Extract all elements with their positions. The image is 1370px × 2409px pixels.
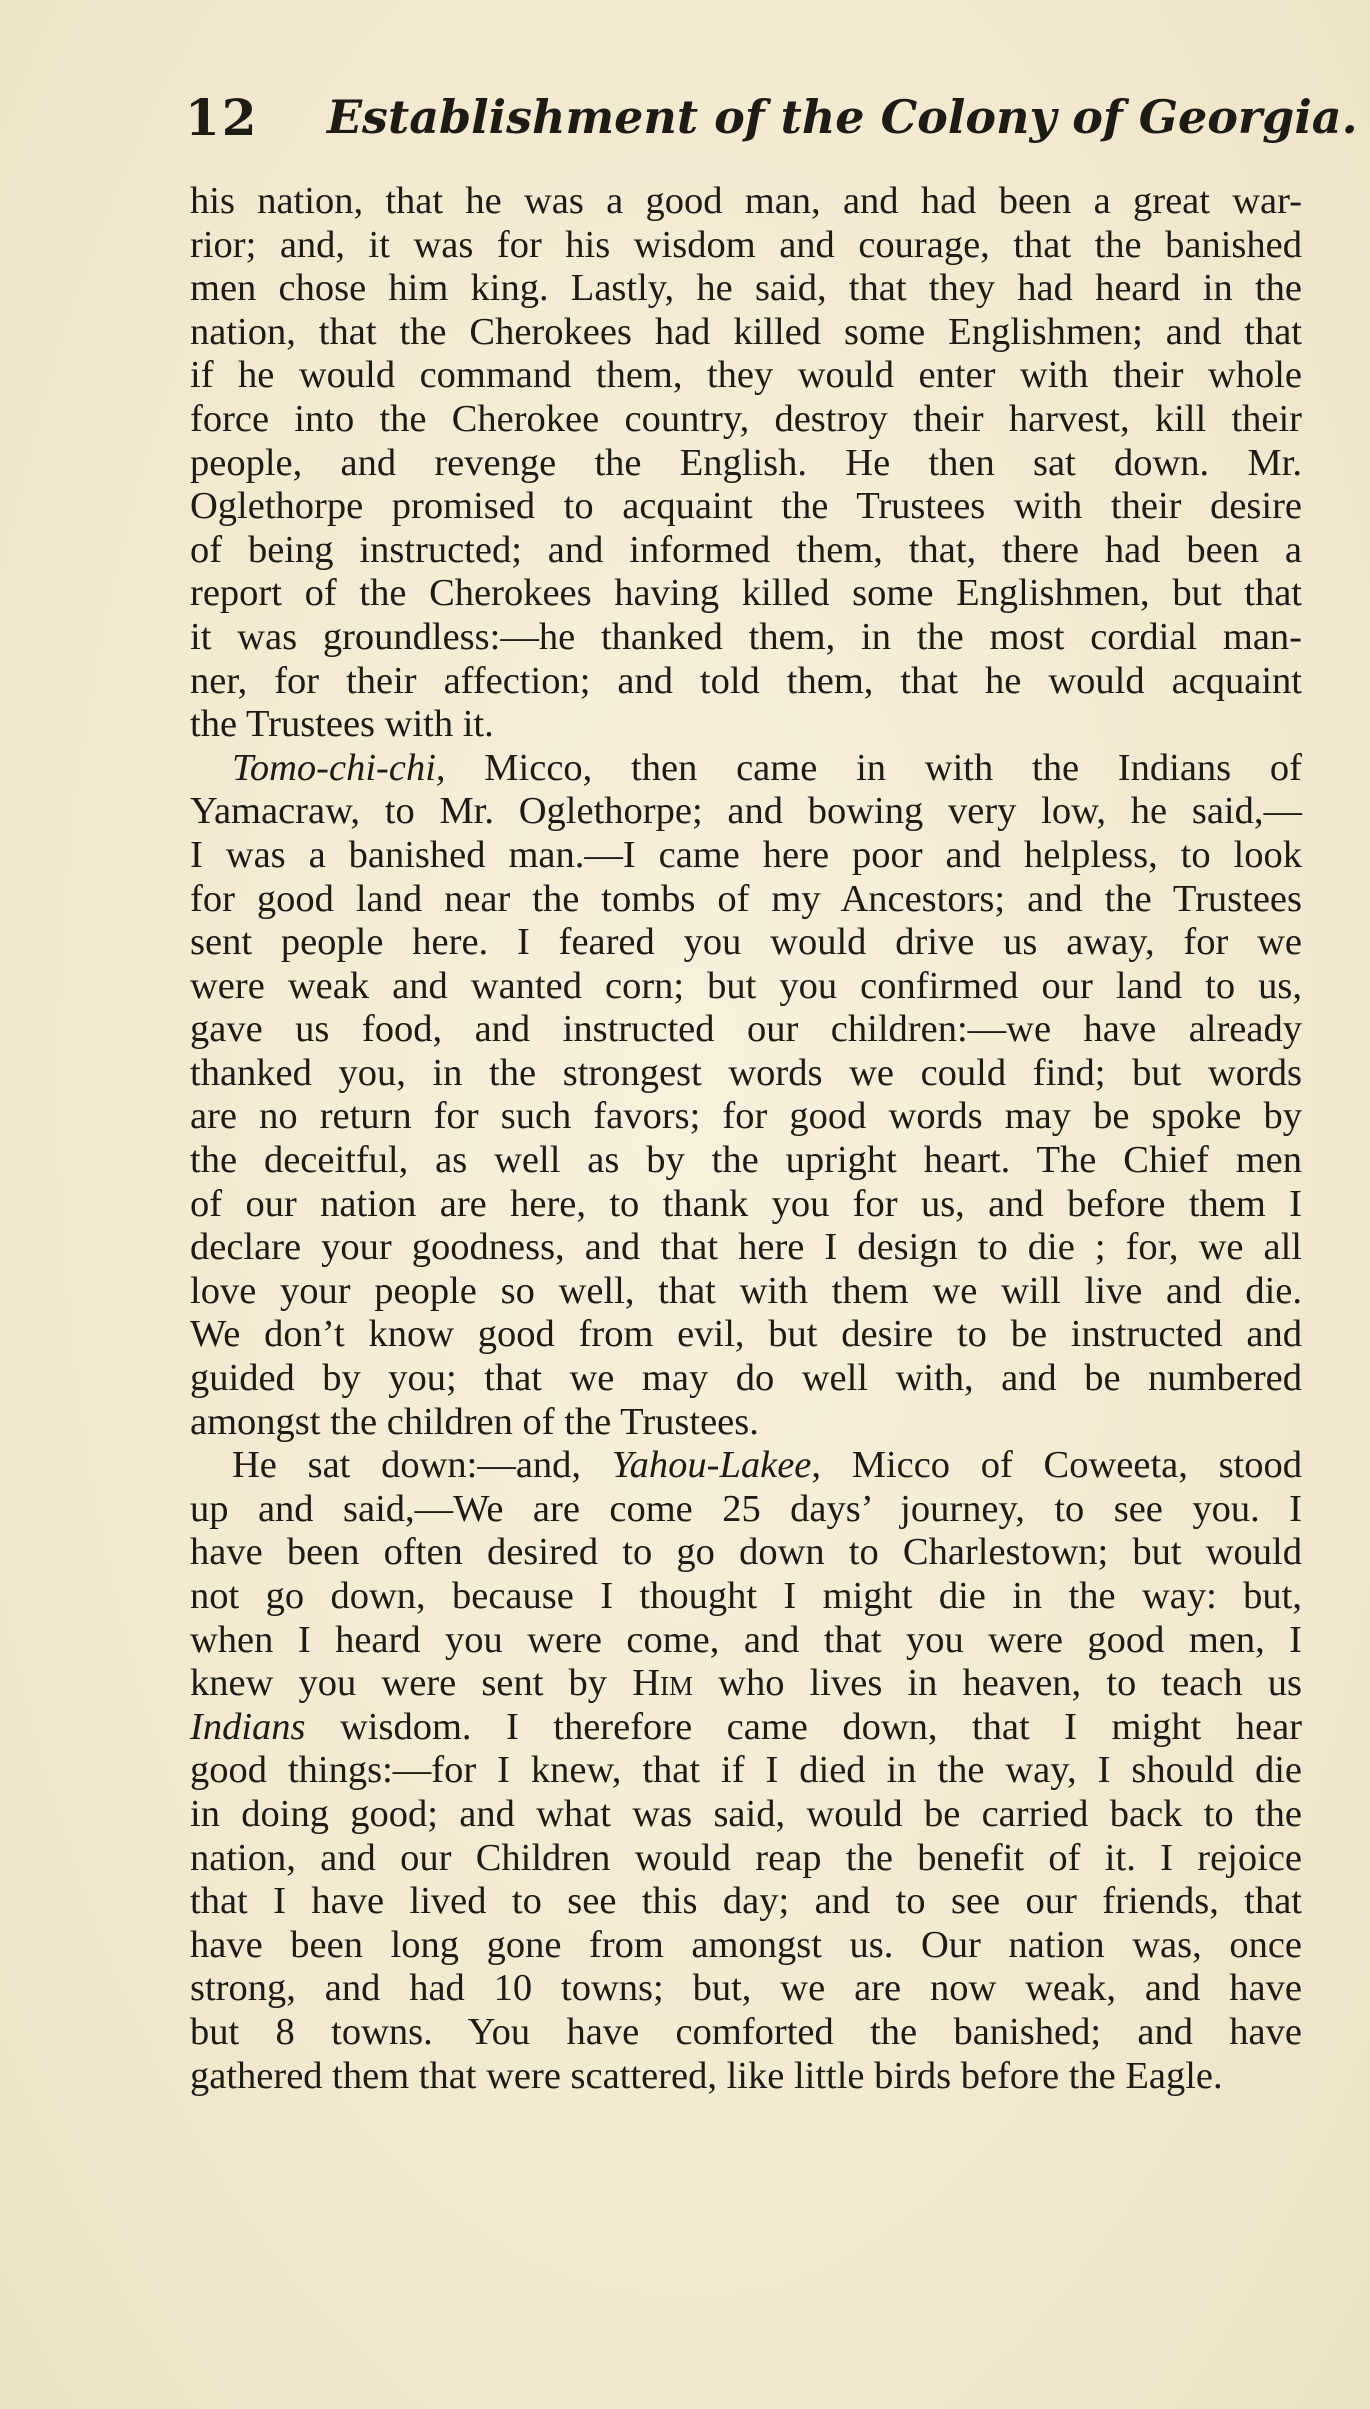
paragraph-2 <box>190 747 1302 1445</box>
text-line: amongst the children of the Trustees. <box>190 1400 759 1443</box>
paragraph-3 <box>190 1444 1302 2098</box>
running-title: Establishment of the Colony of Georgia. <box>327 90 1358 144</box>
text-line: strong, and had 10 towns; but, we are now weak, and have <box>190 1967 1302 2010</box>
text-line: Yamacraw, to Mr. Oglethorpe; and bowing very low, he said,— <box>190 790 1302 833</box>
text-line: Oglethorpe promised to acquaint the Trustees with their desire <box>190 485 1302 528</box>
text-line: up and said,—We are come 25 days’ journey, to see you. I <box>190 1487 1302 1530</box>
text-line: for good land near the tombs of my Ancestors; and the Trustees <box>190 877 1302 920</box>
text-run: knew you were sent by <box>190 1662 633 1705</box>
text-line: gave us food, and instructed our children:—we have already <box>190 1008 1302 1051</box>
text-line: are no return for such favors; for good words may be spoke by <box>190 1095 1302 1138</box>
text-line <box>190 1706 1302 1750</box>
text-line: nation, and our Children would reap the benefit of it. I rejoice <box>190 1836 1302 1879</box>
text-line: ner, for their affection; and told them, that he would acquaint <box>190 659 1302 702</box>
text-line: good things:—for I knew, that if I died in the way, I should die <box>190 1749 1302 1792</box>
text-line <box>190 747 1302 791</box>
text-line: the deceitful, as well as by the upright heart. The Chief men <box>190 1139 1302 1182</box>
text-line: report of the Cherokees having killed some Englishmen, but that <box>190 572 1302 615</box>
small-caps-word: Him <box>632 1662 693 1705</box>
text-line: have been long gone from amongst us. Our nation was, once <box>190 1923 1302 1966</box>
text-line <box>190 1662 1302 1706</box>
page-number: 12 <box>185 88 259 147</box>
text-line: gathered them that were scattered, like little birds before the Eagle. <box>190 2054 1223 2097</box>
text-line: thanked you, in the strongest words we could find; but words <box>190 1051 1302 1094</box>
paragraph-1 <box>190 180 1302 747</box>
text-run: wisdom. I therefore came down, that I might hear <box>305 1705 1302 1748</box>
text-line: nation, that the Cherokees had killed some Englishmen; and that <box>190 310 1302 353</box>
text-line: sent people here. I feared you would drive us away, for we <box>190 921 1302 964</box>
speaker-name: Yahou-Lakee, <box>611 1444 821 1487</box>
text-line: I was a banished man.—I came here poor and helpless, to look <box>190 833 1302 876</box>
text-line: force into the Cherokee country, destroy their harvest, kill their <box>190 397 1302 440</box>
text-line: declare your goodness, and that here I design to die ; for, we all <box>190 1226 1302 1269</box>
page-header <box>185 88 1358 158</box>
text-line: guided by you; that we may do well with, and be numbered <box>190 1357 1302 1400</box>
text-line: rior; and, it was for his wisdom and courage, that the banished <box>190 223 1302 266</box>
text-line: have been often desired to go down to Charlestown; but would <box>190 1531 1302 1574</box>
text-line: his nation, that he was a good man, and had been a great war- <box>190 180 1302 222</box>
text-line: were weak and wanted corn; but you confirmed our land to us, <box>190 964 1302 1007</box>
text-line <box>190 1444 1302 1488</box>
text-run: Micco, then came in with the Indians of <box>445 746 1302 789</box>
text-line: if he would command them, they would enter with their whole <box>190 354 1302 397</box>
text-line: it was groundless:—he thanked them, in the most cordial man- <box>190 615 1302 658</box>
text-line: the Trustees with it. <box>190 703 494 746</box>
text-line: of our nation are here, to thank you for us, and before them I <box>190 1182 1302 1225</box>
text-line: men chose him king. Lastly, he said, that they had heard in the <box>190 267 1302 310</box>
text-run: who lives in heaven, to teach us <box>693 1662 1302 1705</box>
text-line: not go down, because I thought I might die in the way: but, <box>190 1575 1302 1617</box>
text-line: in doing good; and what was said, would be carried back to the <box>190 1792 1302 1835</box>
text-line: when I heard you were come, and that you were good men, I <box>190 1618 1302 1661</box>
text-run: He sat down:—and, <box>232 1444 612 1487</box>
text-line: people, and revenge the English. He then sat down. Mr. <box>190 441 1302 484</box>
body-text <box>190 180 1302 2098</box>
text-line: love your people so well, that with them we will live and die. <box>190 1269 1302 1312</box>
text-line: but 8 towns. You have comforted the banished; and have <box>190 2010 1302 2053</box>
italic-word: Indians <box>190 1705 306 1748</box>
text-line: of being instructed; and informed them, that, there had been a <box>190 528 1302 571</box>
text-line: that I have lived to see this day; and to see our friends, that <box>190 1880 1302 1923</box>
text-line: We don’t know good from evil, but desire to be instructed and <box>190 1313 1302 1356</box>
text-run: Micco of Coweeta, stood <box>821 1444 1302 1487</box>
speaker-name: Tomo-chi-chi, <box>232 746 446 789</box>
